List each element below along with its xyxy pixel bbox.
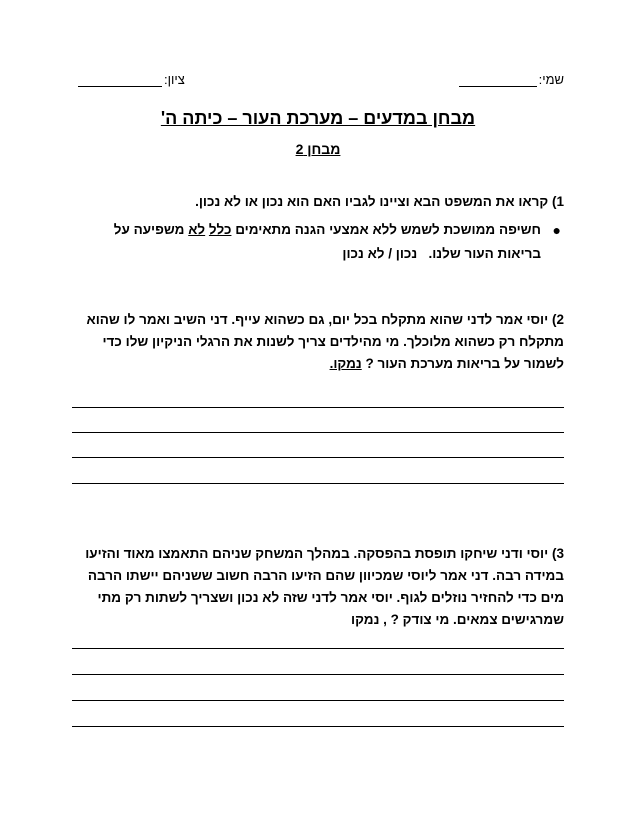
exam-subtitle: מבחן 2 [295,141,341,157]
answer-line-q2-1[interactable] [72,407,564,408]
statement-line2: בריאות העור שלנו. [428,246,541,261]
question-2 [66,309,564,375]
question-1-statement [81,218,561,266]
statement-part2: משפיעה על [113,222,185,237]
question-3-number: 3) [551,546,564,561]
question-1 [66,191,564,213]
grade-label: ציון: [164,72,185,87]
question-1-instruction: קראו את המשפט הבא וציינו לגביו האם הוא נכון או לא נכון. [195,194,549,209]
statement-part1: חשיפה ממושכת לשמש ללא אמצעי הגנה מתאימים [235,222,541,237]
answer-line-q2-3[interactable] [72,457,564,458]
name-blank-line[interactable] [459,73,537,87]
answer-line-q3-3[interactable] [72,700,564,701]
answer-line-q3-2[interactable] [72,674,564,675]
question-2-text: יוסי אמר לדני שהוא מתקלח בכל יום, גם כשהוא עייף. דני השיב ואמר לו שהוא מתקלח רק כשהוא מלוכלך. מי מהילדים צריך לשנות את הרגלי הניקיון שלו כדי לשמור על בריאות מערכת העור ? [86,312,564,371]
statement-emph-2: לא [188,222,206,237]
grade-field[interactable] [78,72,185,87]
page-title: מבחן במדעים – מערכת העור – כיתה ה' [160,108,476,128]
question-3-text: יוסי ודני שיחקו תופסת בהפסקה. במהלך המשחק שניהם התאמצו מאוד והזיעו במידה רבה. דני אמר ליוסי שמכיוון שהם הזיעו הרבה חשוב ששניהם יישתו הרבה מים כדי להחזיר נוזלים לגוף. יוסי אמר לדני שזה לא נכון ושצריך לשתות רק מתי שמרגישים צמאים. מי צודק ? , נמקו [85,546,564,627]
question-2-reason: נמקו. [329,356,362,371]
bullet-dot-icon: ● [552,222,561,238]
grade-blank-line[interactable] [78,73,162,87]
answer-line-q3-1[interactable] [72,648,564,649]
student-name-field[interactable] [459,72,564,87]
answer-line-q2-2[interactable] [72,432,564,433]
statement-emph-1: כלל [208,222,232,237]
question-1-number: 1) [551,194,564,209]
question-3 [66,543,564,631]
answer-line-q3-4[interactable] [72,726,564,727]
question-2-number: 2) [551,312,564,327]
answer-line-q2-4[interactable] [72,483,564,484]
name-label: שמי: [538,72,564,87]
true-false-options[interactable]: נכון / לא נכון [342,246,418,261]
